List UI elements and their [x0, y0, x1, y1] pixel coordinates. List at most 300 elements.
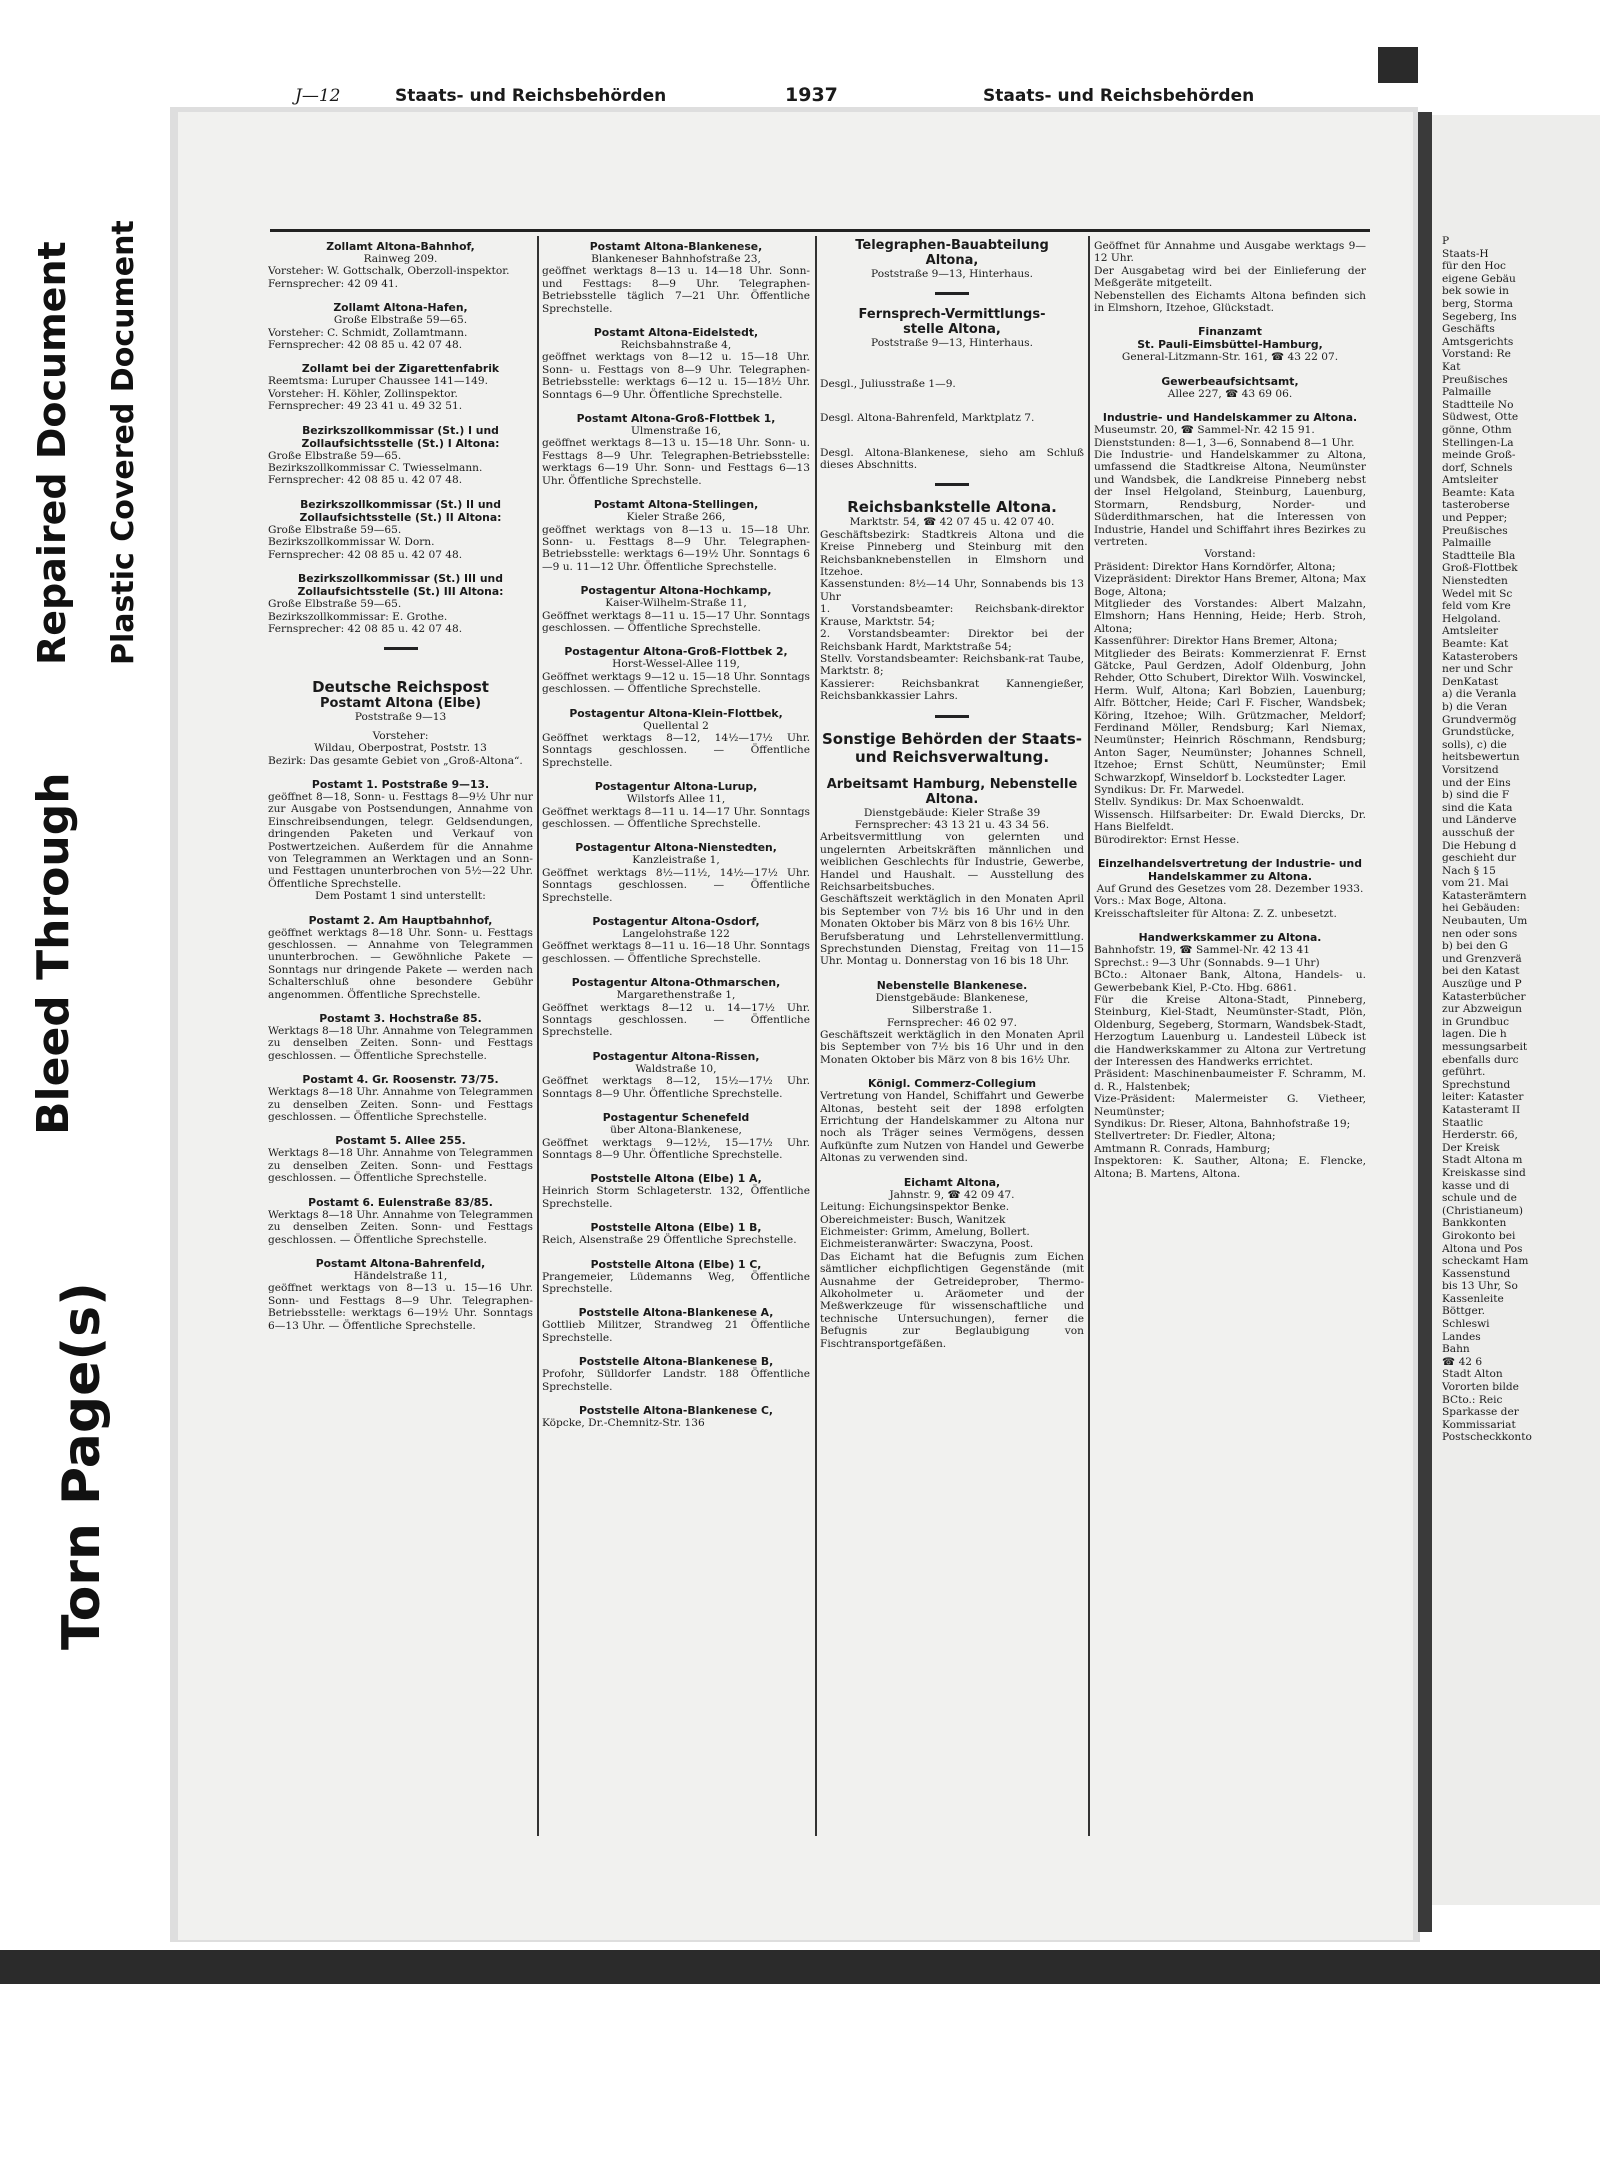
- entry-text: Eichmeisteranwärter: Swaczyna, Poost.: [820, 1238, 1034, 1251]
- entry-text: geöffnet werktags von 8—12 u. 15—18 Uhr. Sonn- u. Festtags von 8—9 Uhr. Telegraphen-Betriebsstelle: werktags 6—12 u. 15—18½ Uhr. Sonntags 6—9 Uhr. Öffentliche Sprechstelle.: [542, 351, 810, 401]
- facing-page-line: Stadt Altona m: [1442, 1154, 1523, 1167]
- entry-text: Syndikus: Dr. Rieser, Altona, Bahnhofstraße 19;: [1094, 1117, 1351, 1130]
- entry-text: Werktags 8—18 Uhr. Annahme von Telegrammen zu denselben Zeiten. Sonn- und Festtags geschlossen. — Öffentliche Sprechstelle.: [268, 1147, 533, 1185]
- entry-address: Große Elbstraße 59—65.: [333, 314, 468, 327]
- facing-page-line: a) die Veranla: [1442, 688, 1517, 701]
- facing-page-line: Grundstücke,: [1442, 726, 1515, 739]
- entry-poststelle-1b: [542, 1221, 810, 1246]
- header-right-title: Staats- und Reichsbehörden: [983, 86, 1255, 106]
- entry-text: Vertretung von Handel, Schiffahrt und Gewerbe Altonas, besteht seit der 1898 erfolgten Errichtung der Handelskammer zu Altona nur noch als Träger seines Vermögens, dessen Aufkünfte zum Nutzen von Handel und Gewerbe Altonas zu verwenden sind.: [820, 1090, 1084, 1165]
- entry-text: Vize-Präsident: Malermeister G. Vietheer, Neumünster;: [1094, 1093, 1366, 1118]
- entry-address: über Altona-Blankenese,: [610, 1124, 742, 1137]
- entry-reichspost: [268, 678, 533, 767]
- entry-text: Werktags 8—18 Uhr. Annahme von Telegrammen zu denselben Zeiten. Sonn- und Festtags geschlossen. — Öffentliche Sprechstelle.: [268, 1086, 533, 1124]
- entry-title: St. Pauli-Eimsbüttel-Hamburg,: [1137, 338, 1323, 352]
- entry-einzelhandelsvertretung: [1094, 857, 1366, 920]
- entry-text: Inspektoren: K. Sauther, Altona; E. Flencke, Altona; B. Martens, Altona.: [1094, 1155, 1366, 1180]
- page-number: J—12: [295, 86, 341, 106]
- entry-text: geöffnet werktags von 8—13 u. 15—16 Uhr. Sonn- und Festtags 8—9 Uhr. Telegraphen-Betriebsstelle: werktags 6—19½ Uhr. Sonntags 6—13 Uhr. — Öffentliche Sprechstelle.: [268, 1282, 533, 1332]
- facing-page-line: Landes: [1442, 1330, 1481, 1343]
- facing-page-line: bis 13 Uhr, So: [1442, 1280, 1518, 1293]
- facing-page-line: Bankkonten: [1442, 1217, 1507, 1230]
- entry-address: Dienstgebäude: Kieler Straße 39: [863, 806, 1041, 819]
- entry-text: Desgl. Altona-Bahrenfeld, Marktplatz 7.: [820, 412, 1035, 425]
- entry-title: Postagentur Altona-Groß-Flottbek 2,: [564, 645, 788, 659]
- entry-text: BCto.: Altonaer Bank, Altona, Handels- u. Gewerbebank Kiel, P.-Cto. Hbg. 6861.: [1094, 969, 1366, 994]
- entry-desgl-blankenese: [820, 447, 1084, 472]
- entry-zollamt-zigarettenfabrik: [268, 362, 533, 412]
- entry-title: Zollamt bei der Zigarettenfabrik: [301, 362, 500, 376]
- facing-page-line: Katasterobers: [1442, 650, 1518, 663]
- entry-title: Einzelhandelsvertretung der Industrie- und Handelskammer zu Altona.: [1098, 857, 1362, 884]
- entry-bezirkszoll-3: [268, 572, 533, 635]
- facing-page-line: Auszüge und P: [1442, 978, 1522, 991]
- section-sonstige-behoerden: [820, 730, 1084, 766]
- entry-postamt-1: [268, 778, 533, 903]
- entry-address: Bahnhofstr. 19, ☎ Sammel-Nr. 42 13 41: [1094, 944, 1310, 957]
- entry-text: Berufsberatung und Lehrstellenvermittlung. Sprechstunden Dienstag, Freitag von 11—15 Uhr. Montag u. Donnerstag von 16 bis 18 Uhr.: [820, 930, 1084, 968]
- scan-bottom-edge: [0, 1950, 1600, 1984]
- entry-address: Dienstgebäude: Blankenese,: [875, 991, 1029, 1004]
- facing-page-line: solls), c) die: [1442, 738, 1507, 751]
- entry-phone: Fernsprecher: 43 13 21 u. 43 34 56.: [854, 818, 1050, 831]
- column-4: [1094, 240, 1366, 1191]
- entry-text: Desgl. Altona-Blankenese, sieho am Schluß dieses Abschnitts.: [820, 446, 1084, 472]
- entry-title: Postagentur Altona-Klein-Flottbek,: [569, 706, 783, 720]
- entry-postamt-bahrenfeld: [268, 1257, 533, 1332]
- entry-title: Postamt Altona-Eidelstedt,: [593, 326, 759, 340]
- facing-page-line: b) sind die F: [1442, 789, 1510, 802]
- entry-text: Vorsteher: W. Gottschalk, Oberzoll-inspektor.: [268, 265, 510, 278]
- entry-text: Vizepräsident: Direktor Hans Bremer, Altona; Max Boge, Altona;: [1094, 573, 1366, 598]
- entry-address: Händelstraße 11,: [353, 1269, 448, 1282]
- header-year: 1937: [785, 84, 838, 106]
- entry-title: Poststelle Altona-Blankenese B,: [578, 1355, 774, 1369]
- column-1: [268, 240, 533, 1343]
- entry-title: Poststelle Altona-Blankenese A,: [578, 1306, 774, 1320]
- facing-page-line: zur Abzweigun: [1442, 1003, 1523, 1016]
- facing-page-line: Kreiskasse sind: [1442, 1166, 1526, 1179]
- entry-title: Bezirkszollkommissar (St.) III und Zollaufsichtsstelle (St.) III Altona:: [297, 572, 504, 599]
- facing-page-line: messungsarbeit: [1442, 1041, 1528, 1053]
- section-dash: [935, 483, 969, 486]
- entry-address: Langelohstraße 122: [622, 928, 730, 941]
- facing-page-line: Schleswi: [1442, 1318, 1490, 1331]
- facing-page-line: Vororten bilde: [1442, 1381, 1519, 1394]
- header-rule: [270, 229, 1370, 232]
- facing-page-line: Girokonto bei: [1442, 1229, 1516, 1242]
- entry-address: Museumstr. 20, ☎ Sammel-Nr. 42 15 91.: [1094, 424, 1315, 437]
- right-blank: [1418, 47, 1600, 115]
- facing-page-line: geführt.: [1442, 1066, 1486, 1079]
- repaired-document-label: Repaired Document: [30, 241, 74, 665]
- facing-page-line: Preußisches: [1442, 524, 1508, 537]
- facing-page-line: Kat: [1442, 360, 1461, 373]
- facing-page-line: BCto.: Reic: [1442, 1393, 1503, 1406]
- entry-text: Wildau, Oberpostrat, Poststr. 13: [314, 742, 487, 755]
- entry-gewerbeaufsichtsamt: [1094, 375, 1366, 400]
- facing-page-line: scheckamt Ham: [1442, 1255, 1529, 1268]
- entry-title: Bezirkszollkommissar (St.) I und Zollaufsichtsstelle (St.) I Altona:: [301, 423, 500, 450]
- facing-page-line: ner und Schr: [1442, 663, 1513, 676]
- entry-title: Finanzamt: [1198, 325, 1262, 339]
- entry-text: Amtmann R. Conrads, Hamburg;: [1094, 1142, 1271, 1155]
- torn-pages-label: Torn Page(s): [52, 1282, 112, 1650]
- entry-text: Die Industrie- und Handelskammer zu Altona, umfassend die Stadtkreise Altona, Neumünster und Wandsbek, die Landkreise Pinneberg nebst der Insel Helgoland, Steinburg, Lauenburg, Stormarn, Rendsburg, Norder- und Süderdithmarschen, hat die Interessen von Industrie, Handel und Schiffahrt ihres Bezirkes zu vertreten.: [1094, 449, 1366, 548]
- entry-text: Das Eichamt hat die Befugnis zum Eichen sämtlicher eichpflichtigen Gegenstände (mit Ausnahme der Getreideprober, Thermo-Alkoholmeter u. Aräometer und der Meßwerkzeuge für wissenschaftliche und technische Untersuchungen), ferner die Befugnis zur Beglaubigung von Fischtransportgefäßen.: [820, 1250, 1084, 1350]
- entry-fernsprech-vermittlung: [820, 307, 1084, 349]
- entry-text: Geöffnet werktags 8—12, 15½—17½ Uhr. Sonntags 8—9 Uhr. Öffentliche Sprechstelle.: [542, 1075, 810, 1100]
- entry-text: Kreisschaftsleiter für Altona: Z. Z. unbesetzt.: [1094, 907, 1337, 920]
- section-heading: Deutsche Reichspost: [312, 678, 489, 697]
- entry-text: Vors.: Max Boge, Altona.: [1094, 895, 1227, 908]
- facing-page-line: lagen. Die h: [1442, 1028, 1507, 1041]
- entry-title: Postamt Altona-Bahrenfeld,: [315, 1256, 486, 1270]
- entry-title: Postagentur Altona-Nienstedten,: [575, 841, 777, 855]
- entry-text: Obereichmeister: Busch, Wanitzek: [820, 1213, 1006, 1226]
- entry-text: Eichmeister: Grimm, Amelung, Bollert.: [820, 1225, 1030, 1238]
- facing-page-line: Staats-H: [1442, 247, 1489, 260]
- entry-postagentur-klein-flottbek: [542, 707, 810, 770]
- entry-text: Der Ausgabetag wird bei der Einlieferung der Meßgeräte mitgeteilt.: [1094, 264, 1366, 290]
- entry-label: Vorsteher:: [372, 729, 429, 742]
- entry-text: Präsident: Maschinenbaumeister F. Schramm, M. d. R., Halstenbek;: [1094, 1068, 1366, 1093]
- entry-handwerkskammer: [1094, 931, 1366, 1180]
- entry-postamt-4: [268, 1073, 533, 1123]
- entry-text: Werktags 8—18 Uhr. Annahme von Telegrammen zu denselben Zeiten. Sonn- und Festtags geschlossen. — Öffentliche Sprechstelle.: [268, 1025, 533, 1062]
- entry-text: Geschäftszeit werktäglich in den Monaten April bis September von 7½ bis 16 Uhr und in den Monaten Oktober bis März von 8 bis 16½ Uhr.: [820, 893, 1084, 931]
- entry-text: Mitglieder des Beirats: Kommerzienrat F. Ernst Gätcke, Paul Gerdzen, Adolf Oldenburg, John Rehder, Otto Schubert, Direktor Wilh. Voswinckel, Herm. Wulf, Altona; Karl Bobzien, Lauenburg; Alfr. Böttcher, Heide; Carl F. Fischer, Wandsbek; Köring, Itzehoe; Wilh. Grützmacher, Meldorf; Ferdinand Möller, Rendsburg; Karl Niemax, Neumünster; Heinrich Röschmann, Rendsburg; Anton Sager, Neumünster; Johannes Schnell, Itzehoe; Ernst Schütt, Neumünster; Emil Schwarzkopf, Winseldorf b. Lockstedter Lager.: [1094, 647, 1366, 784]
- facing-page-line: Vorsitzend: [1442, 763, 1499, 776]
- facing-page-line: dorf, Schnels: [1442, 461, 1513, 474]
- facing-page-line: und Länderve: [1442, 814, 1517, 827]
- entry-title: Eichamt Altona,: [903, 1175, 1001, 1189]
- entry-text: Bezirk: Das gesamte Gebiet von „Groß-Altona“.: [268, 754, 523, 767]
- facing-page-line: Wedel mit Sc: [1442, 587, 1513, 600]
- facing-page-line: Palmaille: [1442, 537, 1492, 550]
- section-dash: [935, 292, 969, 295]
- header-left-title: Staats- und Reichsbehörden: [395, 86, 667, 106]
- facing-page-line: in Grundbuc: [1442, 1015, 1510, 1028]
- facing-page-line: berg, Storma: [1442, 297, 1513, 310]
- entry-postagentur-othmarschen: [542, 976, 810, 1039]
- facing-page-line: Stadtteile No: [1442, 398, 1514, 411]
- entry-title: Postagentur Altona-Rissen,: [592, 1049, 760, 1063]
- facing-page-line: kasse und di: [1442, 1179, 1510, 1192]
- facing-page-line: DenKatast: [1442, 675, 1499, 688]
- entry-title: Postamt 3. Hochstraße 85.: [319, 1012, 482, 1026]
- entry-phone: Fernsprecher: 42 09 41.: [268, 277, 399, 290]
- entry-arbeitsamt: [820, 777, 1084, 968]
- entry-text: Geöffnet werktags 8—11 u. 16—18 Uhr. Sonntags geschlossen. — Öffentliche Sprechstelle.: [542, 940, 810, 965]
- entry-text: Kassierer: Reichsbankrat Kannengießer, Reichsbankkassier Lahrs.: [820, 677, 1084, 703]
- entry-text: geöffnet werktags von 8—13 u. 15—18 Uhr. Sonn- u. Festtags 8—9 Uhr. Telegraphen-Betriebsstelle: werktags 6—19½ Uhr. Sonntags 6—9 u. 11—12 Uhr. Öffentliche Sprechstelle.: [542, 523, 810, 573]
- entry-title: Postamt 2. Am Hauptbahnhof,: [308, 913, 493, 927]
- entry-text: Desgl., Juliusstraße 1—9.: [820, 377, 956, 390]
- entry-address: Margarethenstraße 1,: [616, 989, 736, 1002]
- facing-page-line: feld vom Kre: [1442, 600, 1511, 613]
- facing-page-line: b) bei den G: [1442, 940, 1508, 953]
- entry-address: Kaiser-Wilhelm-Straße 11,: [605, 597, 747, 610]
- entry-text: Bürodirektor: Ernst Hesse.: [1094, 833, 1240, 846]
- facing-page-line: vom 21. Mai: [1442, 877, 1509, 890]
- entry-postagentur-rissen: [542, 1050, 810, 1100]
- entry-phone: Fernsprecher: 42 08 85 u. 42 07 48.: [268, 339, 463, 352]
- entry-poststelle-blankenese-a: [542, 1306, 810, 1344]
- entry-postagentur-osdorf: [542, 915, 810, 965]
- facing-page-line: Der Kreisk: [1442, 1141, 1500, 1154]
- facing-page-line: ☎ 42 6: [1442, 1355, 1483, 1368]
- entry-postamt-blankenese: [542, 240, 810, 315]
- facing-page-line: Kassenleite: [1442, 1292, 1504, 1305]
- entry-text: Arbeitsvermittlung von gelernten und ungelernten Arbeitskräften männlichen und weiblichen Geschlechts für Industrie, Gewerbe, Handel und Haushalt. — Ausstellung des Reichsarbeitsbuches.: [820, 831, 1084, 893]
- entry-title: Postamt Altona-Groß-Flottbek 1,: [576, 412, 776, 426]
- entry-text: Geöffnet werktags 8½—11½, 14½—17½ Uhr. Sonntags geschlossen. — Öffentliche Sprechstelle.: [542, 866, 810, 904]
- entry-phone: Fernsprecher: 46 02 97.: [886, 1016, 1018, 1029]
- entry-postagentur-lurup: [542, 780, 810, 830]
- entry-postagentur-schenefeld: [542, 1111, 810, 1161]
- facing-page-line: Altona und Pos: [1442, 1242, 1523, 1255]
- entry-address: Blankeneser Bahnhofstraße 23,: [591, 253, 761, 265]
- entry-text: Gottlieb Militzer, Strandweg 21 Öffentliche Sprechstelle.: [542, 1319, 810, 1344]
- entry-title: Postagentur Altona-Lurup,: [594, 780, 758, 794]
- facing-page-line: Neubauten, Um: [1442, 915, 1528, 928]
- entry-text: Dem Postamt 1 sind unterstellt:: [315, 890, 486, 903]
- entry-text: 2. Vorstandsbeamter: Direktor bei der Reichsbank Hardt, Marktstraße 54;: [820, 628, 1084, 653]
- entry-address: Rainweg 209.: [363, 253, 438, 265]
- facing-page-line: b) die Veran: [1442, 700, 1508, 713]
- entry-eichamt-continued: [1094, 240, 1366, 314]
- entry-title: Altona,: [925, 253, 979, 268]
- facing-page-line: Bahn: [1442, 1343, 1470, 1356]
- section-heading: Sonstige Behörden der Staats- und Reichsverwaltung.: [821, 729, 1083, 766]
- entry-address: Quellental 2: [643, 719, 709, 732]
- entry-address: Kieler Straße 266,: [626, 511, 726, 524]
- facing-page-line: Nach § 15: [1442, 864, 1496, 877]
- facing-page-line: Katasterämtern: [1442, 889, 1527, 902]
- entry-text: geöffnet werktags 8—13 u. 14—18 Uhr. Sonn- und Festtags: 8—9 Uhr. Telegraphen-Betriebsstelle täglich 7—21 Uhr. Öffentliche Sprechstelle.: [542, 265, 810, 315]
- facing-page-line: und der Eins: [1442, 776, 1511, 789]
- entry-postagentur-nienstedten: [542, 841, 810, 904]
- facing-page-line: Kassenstund: [1442, 1267, 1511, 1280]
- entry-address: Poststraße 9—13: [354, 711, 447, 724]
- entry-title: stelle Altona,: [903, 322, 1001, 338]
- entry-title: Postagentur Schenefeld: [602, 1111, 750, 1125]
- facing-page-line: Herderstr. 66,: [1442, 1129, 1518, 1142]
- entry-address: Horst-Wessel-Allee 119,: [612, 658, 740, 671]
- entry-address: Allee 227, ☎ 43 69 06.: [1167, 387, 1293, 400]
- facing-page-line: Kommissariat: [1442, 1418, 1516, 1431]
- entry-phone: Fernsprecher: 42 08 85 u. 42 07 48.: [268, 474, 463, 487]
- entry-text: Geöffnet für Annahme und Ausgabe werktags 9—12 Uhr.: [1094, 240, 1366, 265]
- entry-text: Geöffnet werktags 8—12 u. 14—17½ Uhr. Sonntags geschlossen. — Öffentliche Sprechstelle.: [542, 1001, 810, 1039]
- facing-page-line: hei Gebäuden:: [1442, 902, 1520, 915]
- entry-address: Silberstraße 1.: [911, 1004, 993, 1017]
- facing-page-line: Stadt Alton: [1442, 1368, 1503, 1381]
- facing-page-line: meinde Groß-: [1442, 449, 1516, 462]
- scan-top-margin: [0, 0, 1600, 47]
- entry-postagentur-gross-flottbek-2: [542, 645, 810, 695]
- facing-page-line: Geschäfts: [1442, 323, 1495, 336]
- facing-page-line: geschieht dur: [1442, 852, 1517, 865]
- entry-text: Bezirkszollkommissar W. Dorn.: [268, 536, 435, 549]
- facing-page-line: Vorstand: Re: [1442, 348, 1511, 361]
- dark-corner-marker: [1378, 47, 1418, 83]
- entry-bezirkszoll-2: [268, 498, 533, 561]
- facing-page-line: tasteroberse: [1442, 499, 1510, 512]
- entry-text: Sprechst.: 9—3 Uhr (Sonnabds. 9—1 Uhr): [1094, 956, 1320, 969]
- entry-phone: Fernsprecher: 42 08 85 u. 42 07 48.: [268, 622, 463, 635]
- entry-zollamt-bahnhof: [268, 240, 533, 290]
- entry-postamt-eidelstedt: [542, 326, 810, 401]
- entry-text: Stellv. Syndikus: Dr. Max Schoenwaldt.: [1094, 796, 1305, 809]
- facing-page-line: Nienstedten: [1442, 575, 1508, 588]
- entry-commerz-collegium: [820, 1077, 1084, 1164]
- entry-title: Bezirkszollkommissar (St.) II und Zollaufsichtsstelle (St.) II Altona:: [299, 497, 502, 524]
- entry-title: Fernsprech-Vermittlungs-: [858, 307, 1046, 323]
- entry-address: Ulmenstraße 16,: [630, 425, 722, 438]
- facing-page-line: Postscheckkonto: [1442, 1431, 1532, 1444]
- facing-page-line: leiter: Kataster: [1442, 1091, 1524, 1104]
- entry-address: Poststraße 9—13, Hinterhaus.: [871, 337, 1033, 350]
- entry-text: Werktags 8—18 Uhr. Annahme von Telegrammen zu denselben Zeiten. Sonn- und Festtags geschlossen. — Öffentliche Sprechstelle.: [268, 1208, 533, 1246]
- facing-page-line: Amtsgerichts: [1442, 335, 1514, 348]
- facing-page-line: heitsbewertun: [1442, 751, 1520, 764]
- section-subheading: Postamt Altona (Elbe): [319, 696, 482, 712]
- entry-poststelle-blankenese-c: [542, 1404, 810, 1429]
- entry-address: Jahnstr. 9, ☎ 42 09 47.: [889, 1188, 1015, 1201]
- entry-text: Bezirkszollkommissar: E. Grothe.: [268, 610, 448, 623]
- entry-title: Telegraphen-Bauabteilung: [855, 238, 1049, 253]
- facing-page-line: Beamte: Kata: [1442, 486, 1515, 499]
- entry-text: geöffnet werktags 8—18 Uhr. Sonn- u. Festtags geschlossen. — Annahme von Telegrammen ununterbrochen. — Gewöhnliche Pakete — Sonntags nur dringende Pakete — werden nach Schalterschluß ohne besondere Gebühr angenommen. Öffentliche Sprechstelle.: [268, 926, 533, 1001]
- entry-postamt-5: [268, 1134, 533, 1184]
- facing-page-line: Stellingen-La: [1442, 436, 1514, 449]
- column-divider-3: [1088, 236, 1090, 1836]
- facing-page-line: für den Hoc: [1442, 260, 1506, 273]
- entry-title: Poststelle Altona-Blankenese C,: [578, 1403, 774, 1417]
- entry-title: Poststelle Altona (Elbe) 1 B,: [590, 1221, 762, 1235]
- facing-page-line: Segeberg, Ins: [1442, 310, 1517, 323]
- entry-text: Heinrich Storm Schlageterstr. 132, Öffentliche Sprechstelle.: [542, 1185, 810, 1210]
- entry-address: Große Elbstraße 59—65.: [268, 449, 402, 462]
- entry-text: Geschäftszeit werktäglich in den Monaten April bis September von 7½ bis 16 Uhr und in den Monaten Oktober bis März von 8 bis 16½ Uhr.: [820, 1029, 1084, 1066]
- entry-title: Königl. Commerz-Collegium: [868, 1077, 1036, 1091]
- entry-address: Marktstr. 54, ☎ 42 07 45 u. 42 07 40.: [849, 516, 1055, 529]
- page-gutter: [1418, 112, 1432, 1932]
- entry-desgl-bahrenfeld: [820, 412, 1084, 424]
- facing-page-line: Böttger.: [1442, 1305, 1485, 1318]
- entry-text: Wissensch. Hilfsarbeiter: Dr. Ewald Diercks, Dr. Hans Bielfeldt.: [1094, 808, 1366, 834]
- entry-address: General-Litzmann-Str. 161, ☎ 43 22 07.: [1121, 351, 1339, 364]
- entry-title: Postamt 6. Eulenstraße 83/85.: [308, 1195, 493, 1209]
- entry-text: Kassenführer: Direktor Hans Bremer, Altona;: [1094, 635, 1338, 648]
- column-divider-2: [815, 236, 817, 1836]
- entry-poststelle-blankenese-b: [542, 1355, 810, 1393]
- plastic-covered-label: Plastic Covered Document: [106, 220, 141, 665]
- facing-page-line: ebenfalls durc: [1442, 1053, 1519, 1066]
- facing-page-line: bek sowie in: [1442, 285, 1509, 298]
- entry-title: Postamt Altona-Stellingen,: [593, 498, 759, 512]
- facing-page-line: Sprechstund: [1442, 1078, 1511, 1091]
- facing-page-line: Südwest, Otte: [1442, 411, 1519, 424]
- entry-text: Stellvertreter: Dr. Fiedler, Altona;: [1094, 1130, 1276, 1143]
- entry-text: Vorsteher: C. Schmidt, Zollamtmann.: [268, 326, 468, 339]
- facing-page-line: Stadtteile Bla: [1442, 549, 1516, 562]
- entry-title: Industrie- und Handelskammer zu Altona.: [1102, 411, 1358, 425]
- entry-text: Dienststunden: 8—1, 3—6, Sonnabend 8—1 Uhr.: [1094, 436, 1355, 449]
- entry-zollamt-hafen: [268, 301, 533, 351]
- entry-postamt-3: [268, 1012, 533, 1062]
- entry-text: Stellv. Vorstandsbeamter: Reichsbank-rat Taube, Marktstr. 8;: [820, 652, 1084, 678]
- facing-page-line: Preußisches: [1442, 373, 1508, 386]
- facing-page-line: Staatlic: [1442, 1116, 1484, 1129]
- facing-page-line: schule und de: [1442, 1192, 1517, 1205]
- entry-poststelle-1c: [542, 1258, 810, 1296]
- entry-address: Wilstorfs Allee 11,: [626, 793, 726, 806]
- facing-page-line: Beamte: Kat: [1442, 638, 1509, 650]
- section-dash: [935, 715, 969, 718]
- entry-title: Poststelle Altona (Elbe) 1 A,: [590, 1172, 762, 1186]
- entry-text: Nebenstellen des Eichamts Altona befinden sich in Elmshorn, Itzehoe, Glückstadt.: [1094, 289, 1366, 315]
- facing-page-line: nen oder sons: [1442, 927, 1518, 940]
- entry-text: Geschäftsbezirk: Stadtkreis Altona und die Kreise Pinneberg und Steinburg mit den Reichsbanknebenstellen in Elmshorn und Itzehoe.: [820, 528, 1084, 579]
- facing-page-line: (Christianeum): [1442, 1204, 1524, 1217]
- facing-page-fragment: [1432, 115, 1600, 1905]
- entry-address: Reemtsma: Luruper Chaussee 141—149.: [268, 375, 489, 388]
- facing-page-line: bei den Katast: [1442, 965, 1520, 978]
- entry-text: 1. Vorstandsbeamter: Reichsbank-direktor Krause, Marktstr. 54;: [820, 603, 1084, 628]
- page-header: [95, 80, 1365, 112]
- entry-text: Präsident: Direktor Hans Korndörfer, Altona;: [1094, 560, 1336, 573]
- entry-postagentur-hochkamp: [542, 584, 810, 634]
- entry-text: Geöffnet werktags 8—11 u. 14—17 Uhr. Sonntags geschlossen. — Öffentliche Sprechstelle.: [542, 805, 810, 830]
- entry-text: Vorsteher: H. Köhler, Zollinspektor.: [268, 387, 458, 400]
- entry-text: Prangemeier, Lüdemanns Weg, Öffentliche Sprechstelle.: [542, 1270, 810, 1295]
- entry-text: geöffnet werktags 8—13 u. 15—18 Uhr. Sonn- u. Festtags 8—9 Uhr. Telegraphen-Betriebsstelle: werktags 6—19 Uhr. Sonn- und Festtags 6—13 Uhr. Öffentliche Sprechstelle.: [542, 437, 810, 487]
- entry-postamt-gross-flottbek: [542, 412, 810, 487]
- facing-page-line: Groß-Flottbek: [1442, 562, 1518, 575]
- column-divider-1: [537, 236, 539, 1836]
- facing-page-line: eigene Gebäu: [1442, 272, 1516, 285]
- facing-page-line: Amtsleiter: [1442, 474, 1499, 487]
- facing-page-line: und Grenzverä: [1442, 952, 1522, 965]
- entry-title: Postamt 1. Poststraße 9—13.: [311, 777, 490, 791]
- entry-poststelle-1a: [542, 1172, 810, 1210]
- entry-nebenstelle-blankenese: [820, 979, 1084, 1066]
- facing-page-line: sind die Kata: [1442, 801, 1513, 814]
- facing-page-line: Katasteramt II: [1442, 1103, 1521, 1116]
- entry-text: Köpcke, Dr.-Chemnitz-Str. 136: [542, 1416, 705, 1429]
- entry-title: Postagentur Altona-Osdorf,: [592, 915, 760, 929]
- facing-page-line: Helgoland.: [1442, 612, 1501, 625]
- entry-title: Postamt 4. Gr. Roosenstr. 73/75.: [302, 1073, 499, 1087]
- entry-title: Zollamt Altona-Hafen,: [333, 301, 468, 315]
- entry-label: Vorstand:: [1204, 548, 1256, 561]
- facing-page-line: Die Hebung d: [1442, 839, 1517, 852]
- entry-address: Große Elbstraße 59—65.: [268, 523, 402, 536]
- entry-title: Postamt Altona-Blankenese,: [589, 240, 763, 253]
- entry-eichamt: [820, 1176, 1084, 1350]
- entry-text: Reich, Alsenstraße 29 Öffentliche Sprechstelle.: [542, 1234, 797, 1247]
- entry-postamt-stellingen: [542, 498, 810, 573]
- entry-text: Syndikus: Dr. Fr. Marwedel.: [1094, 784, 1245, 797]
- entry-title: Postagentur Altona-Othmarschen,: [571, 976, 781, 990]
- entry-title: Postagentur Altona-Hochkamp,: [580, 584, 772, 598]
- entry-text: Mitglieder des Vorstandes: Albert Malzahn, Elmshorn; Hans Henning, Heide; Herb. Stroh, Altona;: [1094, 597, 1366, 635]
- entry-text: Für die Kreise Altona-Stadt, Pinneberg, Steinburg, Kiel-Stadt, Neumünster-Stadt, Plön, Oldenburg, Segeberg, Stormarn, Wandsbek-Stadt, Herzogtum Lauenburg u. Landesteil Lübeck ist die Handwerkskammer zu Altona zur Vertretung der Interessen des Handwerks errichtet.: [1094, 993, 1366, 1068]
- entry-address: Große Elbstraße 59—65.: [268, 598, 402, 611]
